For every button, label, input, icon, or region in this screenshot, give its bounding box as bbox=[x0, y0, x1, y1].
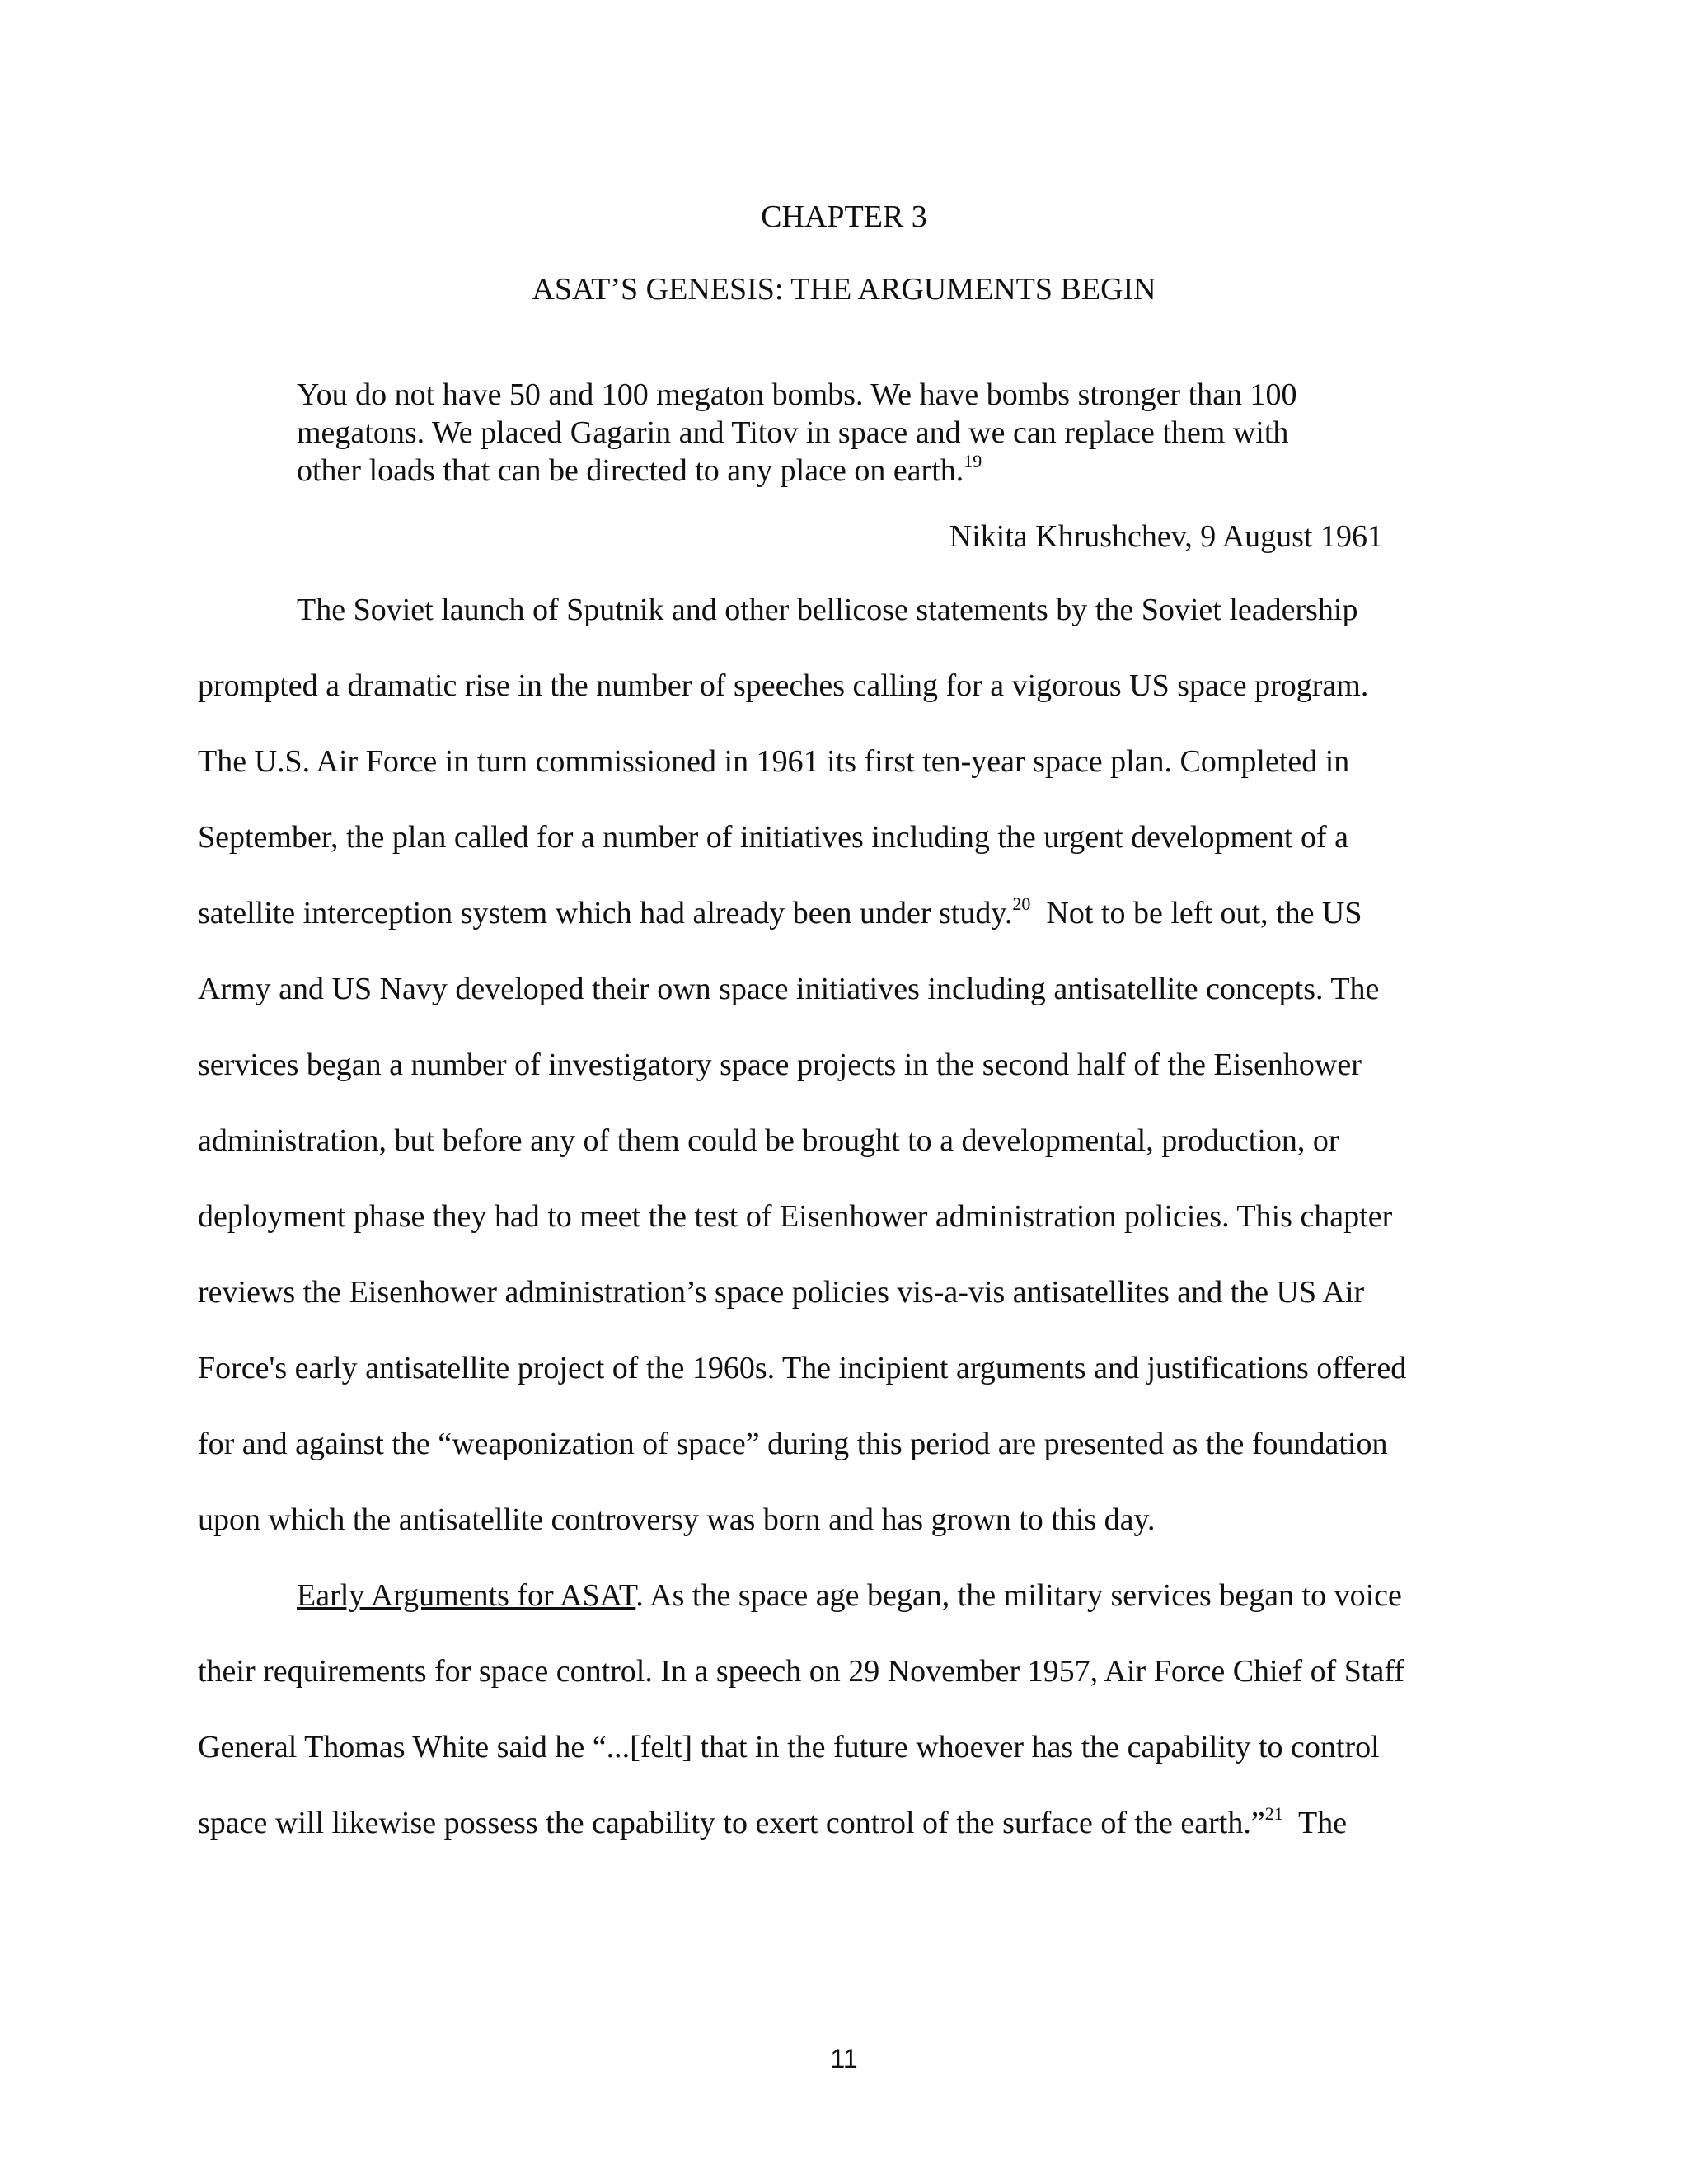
paragraph-line bbox=[198, 1804, 1500, 1880]
line-text: space will likewise possess the capability to exert control of the surface of the earth.” bbox=[198, 1806, 1265, 1840]
line-text: satellite interception system which had already been under study. bbox=[198, 896, 1013, 930]
page-number: 11 bbox=[830, 2044, 858, 2074]
paragraph-line: The U.S. Air Force in turn commissioned in 1961 its first ten-year space plan. Completed in bbox=[198, 744, 1350, 779]
paragraph-line bbox=[198, 894, 1500, 970]
epigraph-line: You do not have 50 and 100 megaton bombs. We have bombs stronger than 100 bbox=[297, 377, 1297, 412]
epigraph-attribution: Nikita Khrushchev, 9 August 1961 bbox=[949, 519, 1383, 554]
section-heading: Early Arguments for ASAT bbox=[297, 1578, 636, 1613]
paragraph-line: General Thomas White said he “...[felt] that in the future whoever has the capability to control bbox=[198, 1730, 1380, 1765]
chapter-title: ASAT’S GENESIS: THE ARGUMENTS BEGIN bbox=[532, 272, 1156, 307]
paragraph-line: September, the plan called for a number of initiatives including the urgent development of a bbox=[198, 820, 1348, 855]
paragraph-line bbox=[198, 1577, 1500, 1652]
footnote-ref: 19 bbox=[964, 451, 982, 471]
paragraph-line: prompted a dramatic rise in the number of speeches calling for a vigorous US space program. bbox=[198, 668, 1369, 703]
paragraph-line: deployment phase they had to meet the test of Eisenhower administration policies. This chapter bbox=[198, 1199, 1393, 1234]
epigraph-line: megatons. We placed Gagarin and Titov in space and we can replace them with bbox=[297, 415, 1289, 450]
paragraph-line: for and against the “weaponization of space” during this period are presented as the foundation bbox=[198, 1427, 1388, 1461]
line-text: The bbox=[1282, 1806, 1348, 1840]
footnote-ref: 21 bbox=[1264, 1803, 1283, 1824]
body-text bbox=[198, 591, 1500, 1880]
paragraph-line: The Soviet launch of Sputnik and other bellicose statements by the Soviet leadership bbox=[297, 593, 1358, 627]
paragraph-line: services began a number of investigatory space projects in the second half of the Eisenhower bbox=[198, 1047, 1362, 1082]
epigraph-line: other loads that can be directed to any place on earth. bbox=[297, 453, 964, 488]
line-text: . As the space age began, the military services began to voice bbox=[635, 1578, 1402, 1613]
chapter-number: CHAPTER 3 bbox=[761, 199, 927, 234]
paragraph-line: administration, but before any of them could be brought to a developmental, production, or bbox=[198, 1123, 1339, 1158]
paragraph-line: reviews the Eisenhower administration’s space policies vis-a-vis antisatellites and the US Air bbox=[198, 1275, 1365, 1310]
paragraph-line: Force's early antisatellite project of the 1960s. The incipient arguments and justifications offered bbox=[198, 1351, 1407, 1385]
paragraph-line: upon which the antisatellite controversy was born and has grown to this day. bbox=[198, 1502, 1156, 1537]
paragraph-line: their requirements for space control. In a speech on 29 November 1957, Air Force Chief of Staff bbox=[198, 1654, 1404, 1689]
epigraph-quote bbox=[297, 376, 1393, 490]
line-text: Not to be left out, the US bbox=[1030, 896, 1362, 930]
footnote-ref: 20 bbox=[1012, 893, 1031, 914]
paragraph-line: Army and US Navy developed their own space initiatives including antisatellite concepts. The bbox=[198, 972, 1380, 1006]
